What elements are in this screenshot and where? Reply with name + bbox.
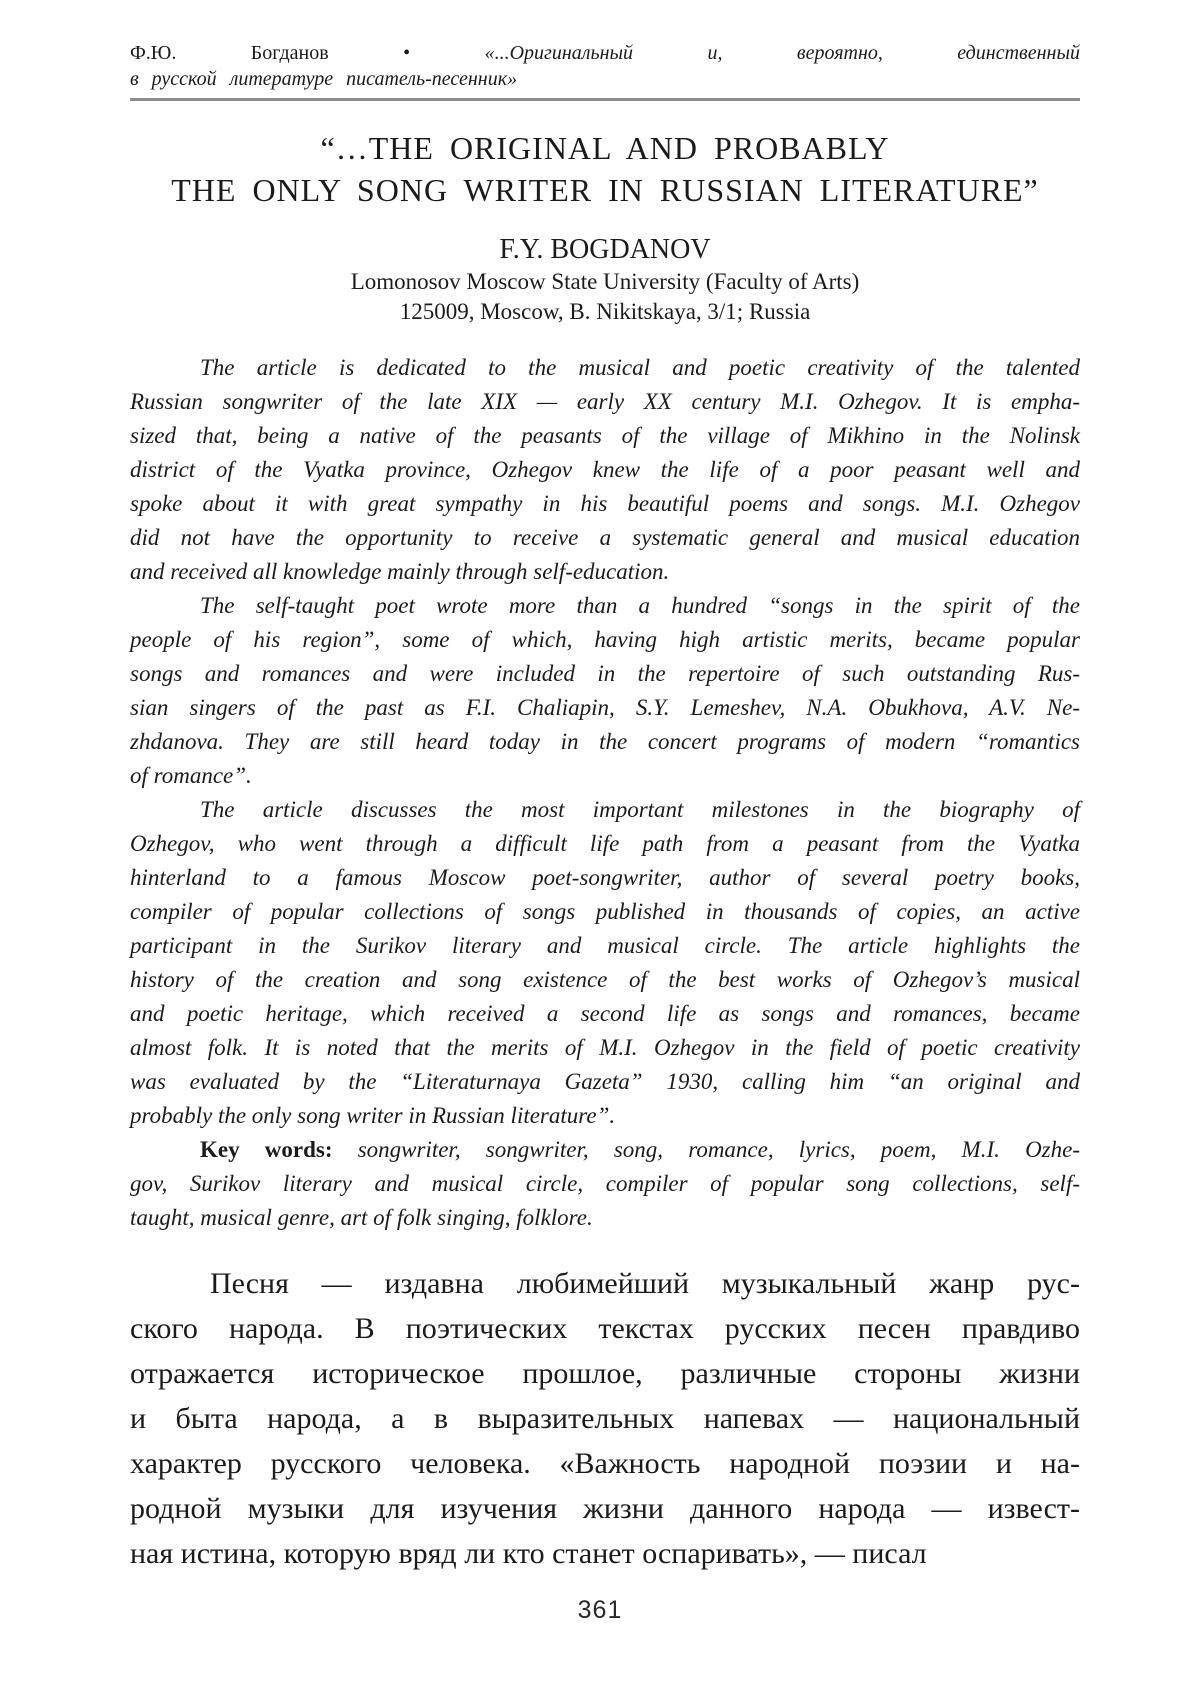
text-line: отражается историческое прошлое, различные стороны жизни [130, 1357, 1080, 1390]
text-line: Russian songwriter of the late XIX — early XX century M.I. Ozhegov. It is empha- [130, 389, 1080, 414]
page-content [130, 0, 1080, 1576]
running-header-author: Ф.Ю. Богданов [130, 42, 329, 64]
paragraph [130, 793, 1080, 1133]
text-line: spoke about it with great sympathy in his beautiful poems and songs. M.I. Ozhegov [130, 491, 1080, 516]
text-line: родной музыки для изучения жизни данного народа — извест- [130, 1492, 1080, 1525]
text-line: Ozhegov, who went through a difficult life path from a peasant from the Vyatka [130, 831, 1080, 856]
header-divider [130, 98, 1080, 101]
text-line: history of the creation and song existence of the best works of Ozhegov’s musical [130, 967, 1080, 992]
text-line: Песня — издавна любимейший музыкальный жанр рус- [210, 1267, 1080, 1300]
text-line: people of his region”, some of which, having high artistic merits, became popular [130, 627, 1080, 652]
text-line: did not have the opportunity to receive a systematic general and musical education [130, 525, 1080, 550]
running-header-line-2: в русской литературе писатель-песенник» [130, 68, 518, 90]
text-line: compiler of popular collections of songs published in thousands of copies, an active [130, 899, 1080, 924]
text-line: district of the Vyatka province, Ozhegov knew the life of a poor peasant well and [130, 457, 1080, 482]
author-affiliation: Lomonosov Moscow State University (Faculty of Arts) [350, 269, 860, 294]
title-line-2: THE ONLY SONG WRITER IN RUSSIAN LITERATURE” [171, 172, 1039, 208]
text-line: и быта народа, а в выразительных напевах — национальный [130, 1402, 1080, 1435]
abstract-section [130, 351, 1080, 1133]
paragraph [130, 1133, 1080, 1235]
text-line: The article discusses the most important milestones in the biography of [200, 797, 1080, 822]
title-line-1: “…THE ORIGINAL AND PROBABLY [320, 130, 890, 166]
text-line: Key words: songwriter, songwriter, song, romance, lyrics, poem, M.I. Ozhe- [200, 1137, 1080, 1162]
keywords-section [130, 1133, 1080, 1235]
running-header-quote: «...Оригинальный и, вероятно, единственный [484, 42, 1080, 64]
article-title [130, 127, 1080, 211]
page-number: 361 [577, 1596, 623, 1624]
body-text-section [130, 1261, 1080, 1576]
text-line: The article is dedicated to the musical and poetic creativity of the talented [200, 355, 1080, 380]
text-line: hinterland to a famous Moscow poet-songwriter, author of several poetry books, [130, 865, 1080, 890]
text-line: and received all knowledge mainly through self-education. [130, 559, 670, 584]
text-line: gov, Surikov literary and musical circle, compiler of popular song collections, self- [130, 1171, 1080, 1196]
paragraph [130, 589, 1080, 793]
paragraph [130, 1261, 1080, 1576]
keywords-label: Key words: [200, 1137, 333, 1162]
page-footer [0, 1596, 1200, 1625]
author-name: F.Y. BOGDANOV [499, 234, 711, 265]
text-line: ная истина, которую вряд ли кто станет оспаривать», — писал [130, 1537, 927, 1570]
running-header-line-1 [130, 40, 1080, 66]
text-line: participant in the Surikov literary and musical circle. The article highlights the [130, 933, 1080, 958]
author-address: 125009, Moscow, B. Nikitskaya, 3/1; Russia [399, 299, 811, 324]
text-line: zhdanova. They are still heard today in the concert programs of modern “romantics [130, 729, 1080, 754]
text-line: характер русского человека. «Важность народной поэзии и на- [130, 1447, 1080, 1480]
text-line: taught, musical genre, art of folk singing, folklore. [130, 1205, 593, 1230]
text-line: of romance”. [130, 763, 252, 788]
running-header [130, 0, 1080, 92]
bullet-separator: • [403, 42, 411, 64]
text-line: songs and romances and were included in the repertoire of such outstanding Rus- [130, 661, 1080, 686]
paragraph [130, 351, 1080, 589]
text-line: almost folk. It is noted that the merits of M.I. Ozhegov in the field of poetic creativity [130, 1035, 1080, 1060]
text-line: ского народа. В поэтических текстах русских песен правдиво [130, 1312, 1080, 1345]
text-line: sian singers of the past as F.I. Chaliapin, S.Y. Lemeshev, N.A. Obukhova, A.V. Ne- [130, 695, 1080, 720]
text-line: was evaluated by the “Literaturnaya Gazeta” 1930, calling him “an original and [130, 1069, 1080, 1094]
text-line: probably the only song writer in Russian literature”. [130, 1103, 616, 1128]
text-line: sized that, being a native of the peasants of the village of Mikhino in the Nolinsk [130, 423, 1080, 448]
text-line: The self-taught poet wrote more than a hundred “songs in the spirit of the [200, 593, 1080, 618]
text-line: and poetic heritage, which received a second life as songs and romances, became [130, 1001, 1080, 1026]
